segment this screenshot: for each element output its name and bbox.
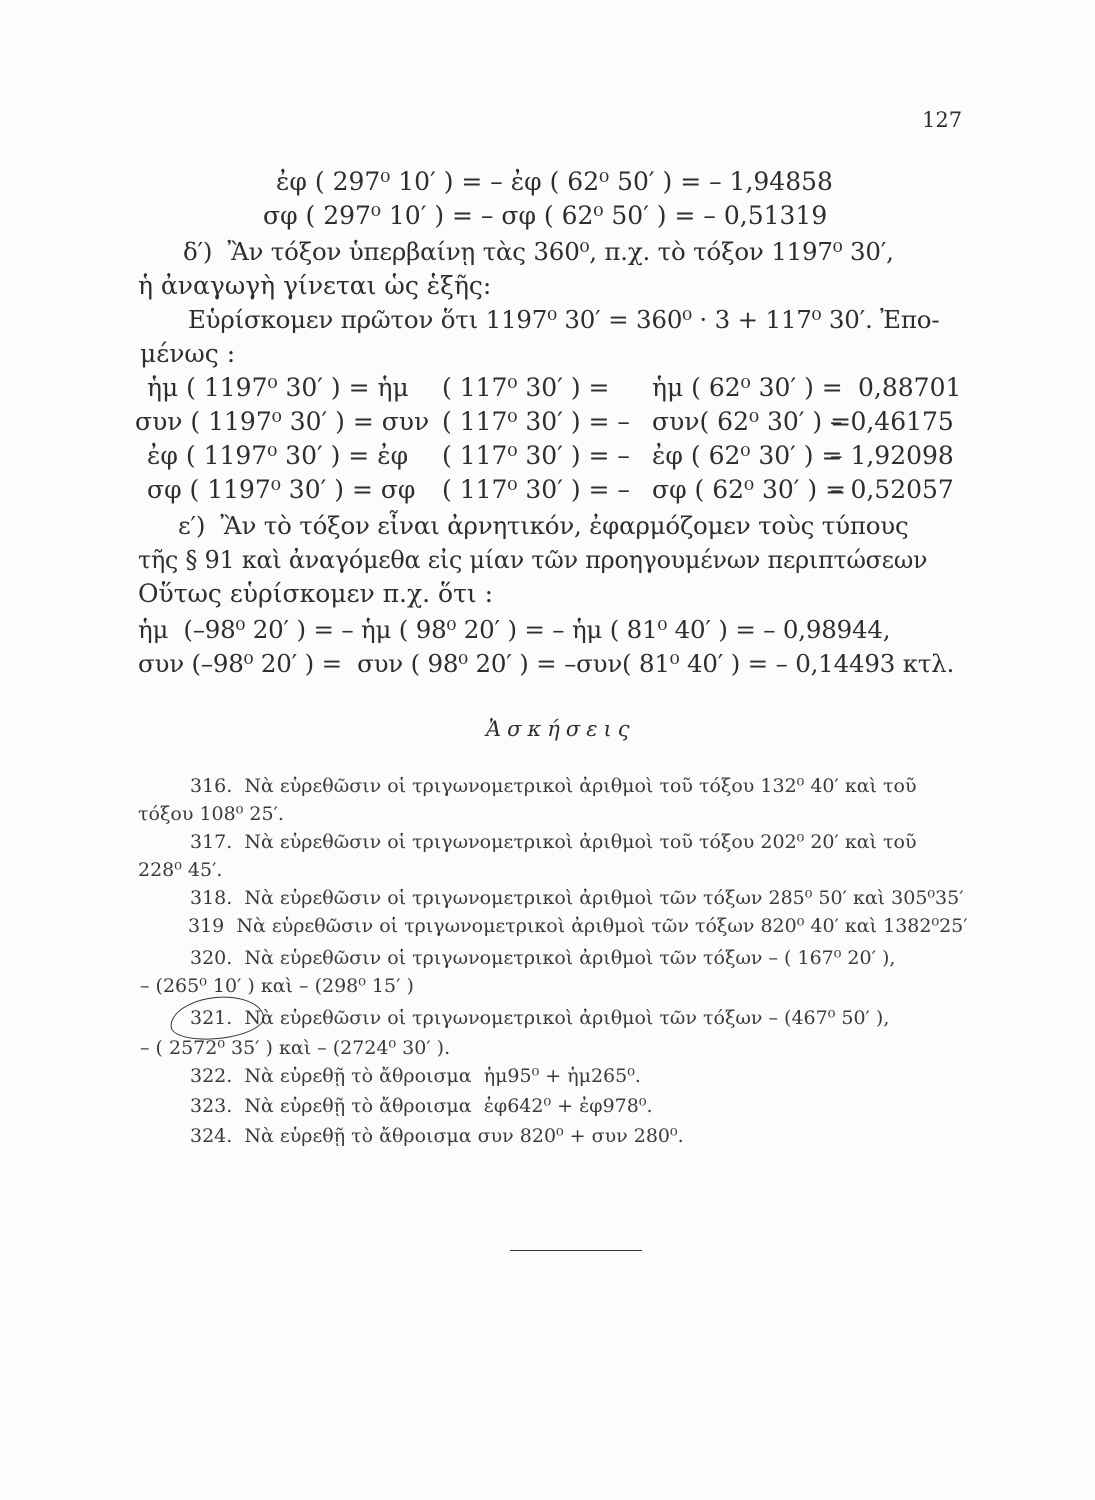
paragraph-delta-line-4: μένως : [140,339,236,368]
table-row-syn-col3: συν( 62⁰ 30′ ) = [652,407,852,436]
table-row-hm-col3: ἡμ ( 62⁰ 30′ ) = [652,373,843,402]
exercise-320-line-1: 320. Νὰ εὑρεθῶσιν οἱ τριγωνομετρικοὶ ἀριθμοὶ τῶν τόξων – ( 167⁰ 20′ ), [190,947,896,969]
exercise-323: 323. Νὰ εὑρεθῇ τὸ ἄθροισμα ἐφ642⁰ + ἐφ978⁰. [190,1095,653,1117]
exercise-317-line-1: 317. Νὰ εὑρεθῶσιν οἱ τριγωνομετρικοὶ ἀριθμοὶ τοῦ τόξου 202⁰ 20′ καὶ τοῦ [190,831,917,853]
table-row-syn-col2: ( 117⁰ 30′ ) = – [442,407,630,436]
exercise-321-line-2: – ( 2572⁰ 35′ ) καὶ – (2724⁰ 30′ ). [140,1037,451,1059]
paragraph-epsilon-line-4: ἡμ (–98⁰ 20′ ) = – ἡμ ( 98⁰ 20′ ) = – ἡμ ( 81⁰ 40′ ) = – 0,98944, [138,615,891,644]
table-row-sf-col1: σφ ( 1197⁰ 30′ ) = σφ [147,475,416,504]
exercise-318: 318. Νὰ εὑρεθῶσιν οἱ τριγωνομετρικοὶ ἀριθμοὶ τῶν τόξων 285⁰ 50′ καὶ 305⁰35′ [190,887,964,909]
table-row-ef-col1: ἐφ ( 1197⁰ 30′ ) = ἐφ [147,441,409,470]
line-ef-297: ἐφ ( 297⁰ 10′ ) = – ἐφ ( 62⁰ 50′ ) = – 1,94858 [276,167,833,196]
page-number: 127 [922,108,963,132]
paragraph-epsilon-line-3: Οὕτως εὑρίσκομεν π.χ. ὅτι : [138,579,494,608]
exercise-324: 324. Νὰ εὑρεθῇ τὸ ἄθροισμα συν 820⁰ + συν 280⁰. [190,1125,684,1147]
exercise-321-line-1: 321. Νὰ εὑρεθῶσιν οἱ τριγωνομετρικοὶ ἀριθμοὶ τῶν τόξων – (467⁰ 50′ ), [190,1007,890,1029]
paragraph-delta-line-1: δ′) Ἂν τόξον ὑπερβαίνῃ τὰς 360⁰, π.χ. τὸ τόξον 1197⁰ 30′, [183,237,894,266]
paragraph-epsilon-line-5: συν (–98⁰ 20′ ) = συν ( 98⁰ 20′ ) = –συν( 81⁰ 40′ ) = – 0,14493 κτλ. [138,649,955,678]
exercises-heading: Ἀσκήσεις [486,717,636,741]
table-row-sf-col4: – 0,52057 [830,475,954,504]
exercise-322: 322. Νὰ εὑρεθῇ τὸ ἄθροισμα ἡμ95⁰ + ἡμ265⁰. [190,1065,641,1087]
table-row-ef-col4: – 1,92098 [830,441,954,470]
exercise-316-line-2: τόξου 108⁰ 25′. [138,803,284,825]
paragraph-epsilon-line-1: ε′) Ἂν τὸ τόξον εἶναι ἀρνητικόν, ἐφαρμόζομεν τοὺς τύπους [178,511,909,540]
table-row-ef-col3: ἐφ ( 62⁰ 30′ ) = [652,441,843,470]
table-row-hm-col4: 0,88701 [858,373,962,402]
paragraph-delta-line-2: ἡ ἀναγωγὴ γίνεται ὡς ἑξῆς: [138,271,492,300]
paragraph-epsilon-line-2: τῆς § 91 καὶ ἀναγόμεθα εἰς μίαν τῶν προηγουμένων περιπτώσεων [138,546,928,574]
paragraph-delta-line-3: Εὑρίσκομεν πρῶτον ὅτι 1197⁰ 30′ = 360⁰ · 3 + 117⁰ 30′. Ἐπο- [188,305,940,334]
table-row-sf-col3: σφ ( 62⁰ 30′ ) = [652,475,847,504]
table-row-syn-col1: συν ( 1197⁰ 30′ ) = συν [135,407,430,436]
exercise-319: 319 Νὰ εὑρεθῶσιν οἱ τριγωνομετρικοὶ ἀριθμοὶ τῶν τόξων 820⁰ 40′ καὶ 1382⁰25′ [188,915,968,937]
table-row-ef-col2: ( 117⁰ 30′ ) = – [442,441,630,470]
line-sf-297: σφ ( 297⁰ 10′ ) = – σφ ( 62⁰ 50′ ) = – 0,51319 [263,201,828,230]
table-row-hm-col2: ( 117⁰ 30′ ) = [442,373,610,402]
end-rule-divider [510,1250,642,1251]
exercise-316-line-1: 316. Νὰ εὑρεθῶσιν οἱ τριγωνομετρικοὶ ἀριθμοὶ τοῦ τόξου 132⁰ 40′ καὶ τοῦ [190,775,917,797]
table-row-syn-col4: – 0,46175 [830,407,954,436]
table-row-hm-col1: ἡμ ( 1197⁰ 30′ ) = ἡμ [147,373,409,402]
exercise-320-line-2: – (265⁰ 10′ ) καὶ – (298⁰ 15′ ) [140,975,414,997]
table-row-sf-col2: ( 117⁰ 30′ ) = – [442,475,630,504]
exercise-317-line-2: 228⁰ 45′. [138,859,223,881]
